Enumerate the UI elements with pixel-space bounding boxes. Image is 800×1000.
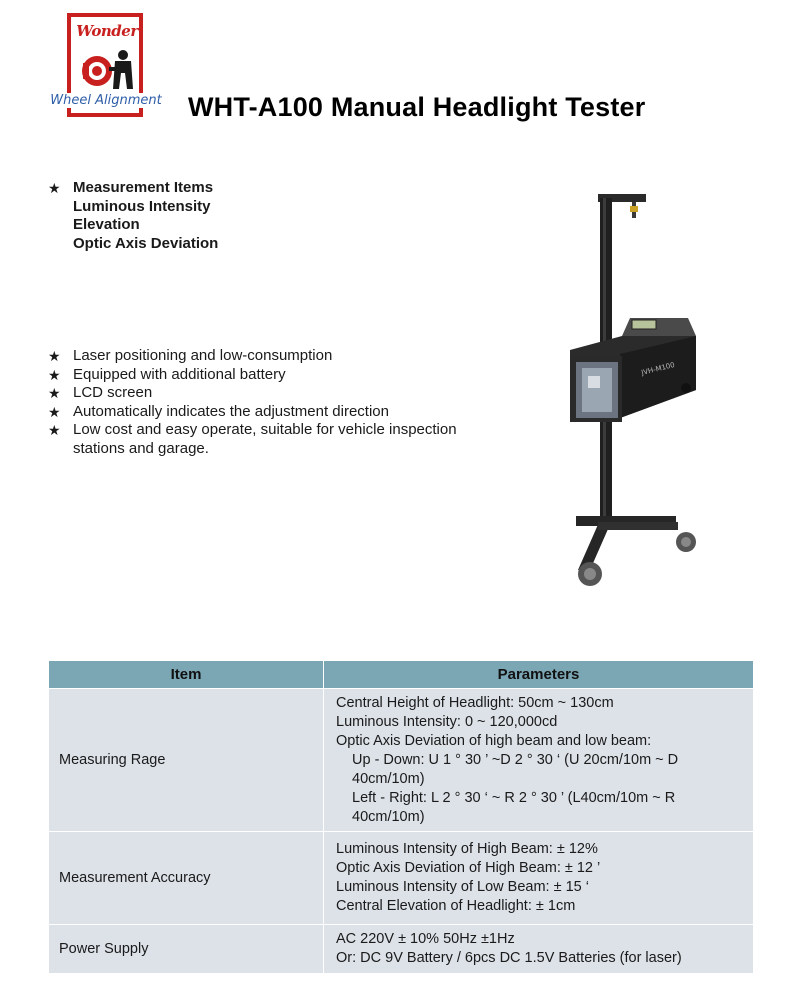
row-item-label: Power Supply [49,925,324,974]
parameter-line: Luminous Intensity of Low Beam: ± 15 ‘ [336,879,589,895]
feature-item [48,421,508,458]
star-icon: ★ [48,366,61,383]
measurement-items-block [48,179,218,253]
feature-text: Equipped with additional battery [73,365,286,383]
row-parameters [324,925,754,974]
column-header-parameters: Parameters [324,661,754,689]
logo-subtitle: Wheel Alignment [46,93,166,108]
product-model-label: JVH-M100 [640,360,676,377]
parameter-line: Optic Axis Deviation of high beam and low beam: [336,732,652,749]
feature-text: LCD screen [73,384,153,401]
page-title: WHT-A100 Manual Headlight Tester [188,92,646,122]
parameter-line: AC 220V ± 10% 50Hz ±1Hz [336,931,515,947]
feature-text: Laser positioning and low-consumption [73,347,333,364]
feature-list [48,347,508,458]
parameter-line: Or: DC 9V Battery / 6pcs DC 1.5V Batteries (for laser) [336,950,682,966]
parameter-line: Up - Down: U 1 ° 30 ’ ~D 2 ° 30 ‘ (U 20cm/10m ~ D 40cm/10m) [352,751,679,787]
parameter-line: Central Height of Headlight: 50cm ~ 130cm [336,694,614,711]
table-header-row [49,661,754,689]
measurement-item: Luminous Intensity [73,197,211,215]
table-row [49,832,754,925]
parameter-line: Central Elevation of Headlight: ± 1cm [336,898,576,914]
feature-item [48,403,508,422]
star-icon: ★ [48,403,61,420]
star-icon: ★ [48,385,61,401]
star-icon: ★ [48,422,61,438]
parameter-line: Luminous Intensity: 0 ~ 120,000cd [336,713,558,730]
measurement-items-list [48,179,218,253]
row-item-label: Measurement Accuracy [49,832,324,925]
star-icon: ★ [48,348,61,364]
measurement-item: Optic Axis Deviation [73,234,219,252]
parameter-line: Luminous Intensity of High Beam: ± 12% [336,841,598,857]
feature-item [48,384,508,403]
table-row [49,689,754,832]
parameter-line: Optic Axis Deviation of High Beam: ± 12 ’ [336,860,601,876]
feature-text: Automatically indicates the adjustment direction [73,402,389,420]
headlight-tester-image [560,190,710,600]
measurement-heading: Measurement Items [73,179,214,196]
row-item-label: Measuring Rage [49,689,324,832]
logo-wordmark: Wonder [76,22,138,40]
feature-item [48,366,508,385]
row-parameters [324,689,754,832]
spec-table [48,660,754,974]
parameter-line: Left - Right: L 2 ° 30 ‘ ~ R 2 ° 30 ’ (L40cm/10m ~ R 40cm/10m) [352,789,676,825]
feature-text: Low cost and easy operate, suitable for vehicle inspection stations and garage. [73,421,457,457]
star-icon: ★ [48,180,61,196]
column-header-item: Item [49,661,324,689]
logo-mechanic-icon [73,43,137,93]
measurement-item: Elevation [73,216,140,233]
row-parameters [324,832,754,925]
feature-item [48,347,508,366]
brand-logo [46,13,166,121]
table-row [49,925,754,974]
